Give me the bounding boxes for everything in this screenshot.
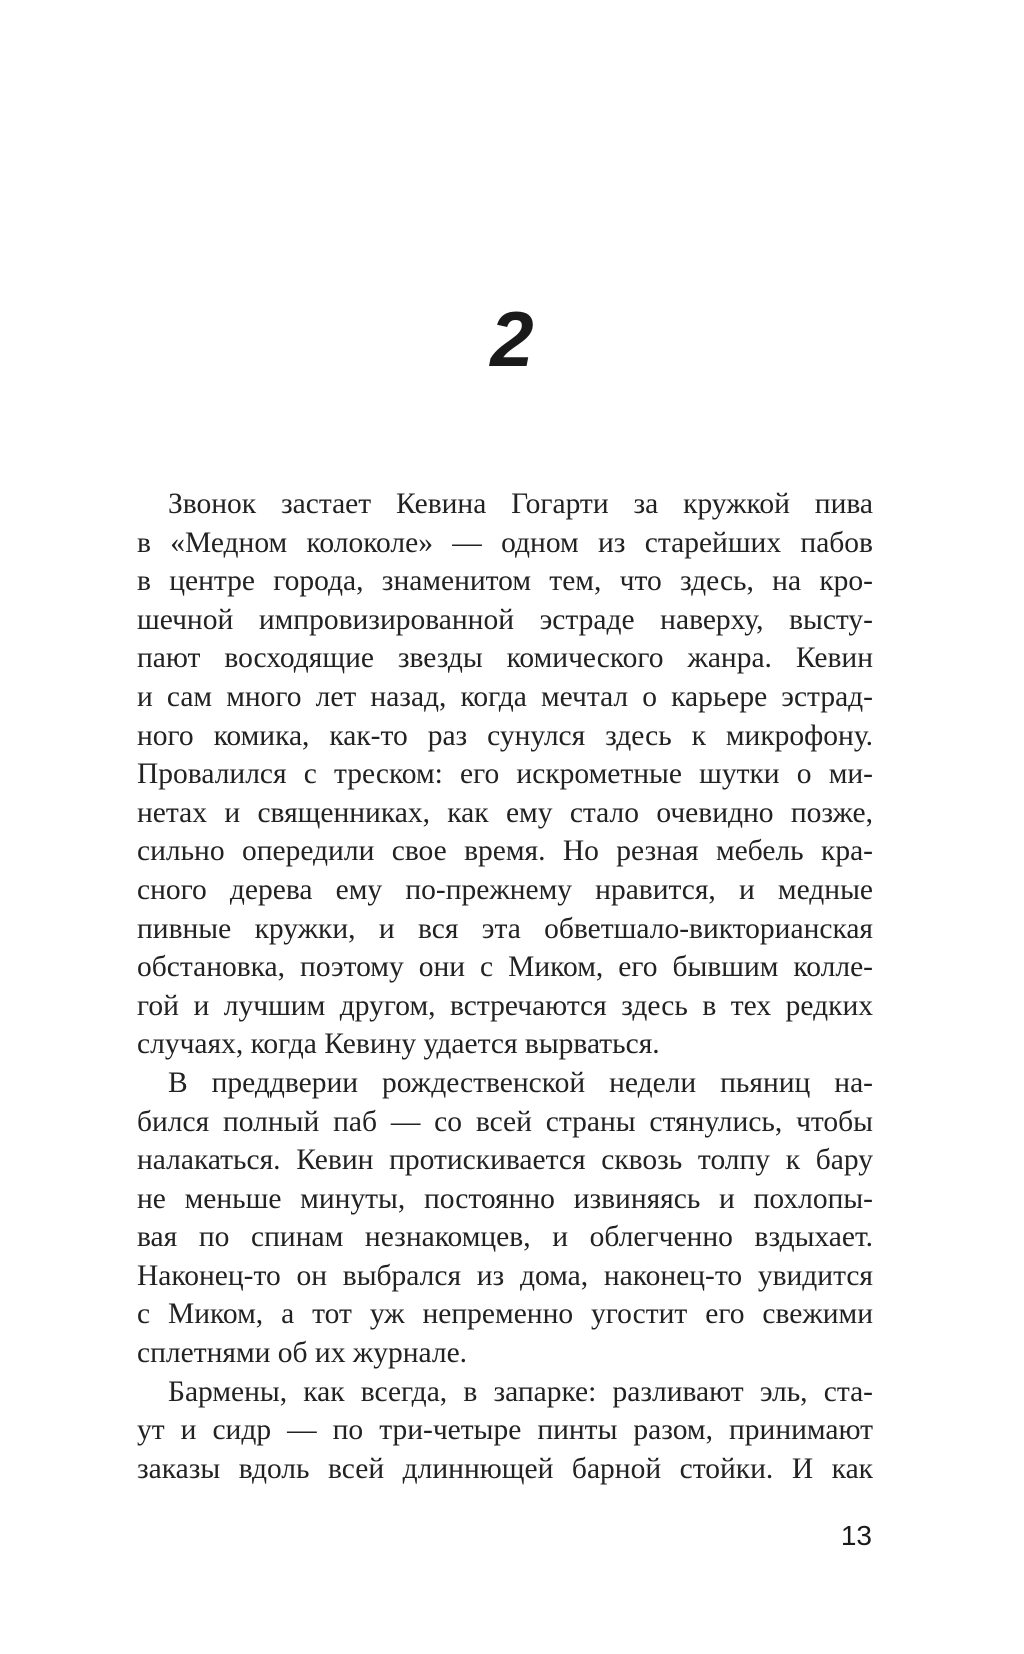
- text-line: Провалился с треском: его искрометные шутки о ми-: [137, 758, 873, 791]
- text-line: обстановка, поэтому они с Миком, его бывшим колле-: [137, 951, 873, 984]
- text-line: шечной импровизированной эстраде наверху, высту-: [137, 603, 873, 636]
- chapter-number: 2: [490, 295, 534, 383]
- text-line: сного дерева ему по-прежнему нравится, и медные: [137, 873, 873, 906]
- text-line: налакаться. Кевин протискивается сквозь толпу к бару: [137, 1144, 873, 1177]
- text-line: Бармены, как всегда, в запарке: разливают эль, ста-: [168, 1375, 873, 1408]
- text-line: вая по спинам незнакомцев, и облегченно вздыхает.: [137, 1221, 873, 1254]
- text-line: гой и лучшим другом, встречаются здесь в тех редких: [137, 989, 873, 1022]
- text-line: заказы вдоль всей длиннющей барной стойки. И как: [137, 1452, 873, 1485]
- text-line: сплетнями об их журнале.: [137, 1337, 468, 1370]
- text-line: пивные кружки, и вся эта обветшало-викторианская: [137, 912, 873, 945]
- text-line: в центре города, знаменитом тем, что здесь, на кро-: [137, 565, 873, 598]
- body-text: [137, 485, 873, 1488]
- text-line: бился полный паб — со всей страны стянулись, чтобы: [137, 1105, 873, 1138]
- text-line: сильно опередили свое время. Но резная мебель кра-: [137, 835, 873, 868]
- text-line: не меньше минуты, постоянно извиняясь и похлопы-: [137, 1182, 873, 1215]
- text-line: Наконец-то он выбрался из дома, наконец-то увидится: [137, 1259, 873, 1292]
- text-line: случаях, когда Кевину удается вырваться.: [137, 1028, 660, 1061]
- text-line: ут и сидр — по три-четыре пинты разом, принимают: [137, 1414, 873, 1447]
- page-number: 13: [840, 1520, 872, 1551]
- text-line: нетах и священниках, как ему стало очевидно позже,: [137, 796, 873, 829]
- text-line: и сам много лет назад, когда мечтал о карьере эстрад-: [137, 680, 873, 713]
- text-line: пают восходящие звезды комического жанра. Кевин: [137, 642, 873, 675]
- text-line: ного комика, как-то раз сунулся здесь к микрофону.: [137, 719, 873, 752]
- text-line: в «Медном колоколе» — одном из старейших пабов: [137, 526, 873, 559]
- text-line: с Миком, а тот уж непременно угостит его свежими: [137, 1298, 873, 1331]
- text-line: Звонок застает Кевина Гогарти за кружкой пива: [168, 488, 873, 520]
- text-line: В преддверии рождественской недели пьяниц на-: [168, 1066, 873, 1099]
